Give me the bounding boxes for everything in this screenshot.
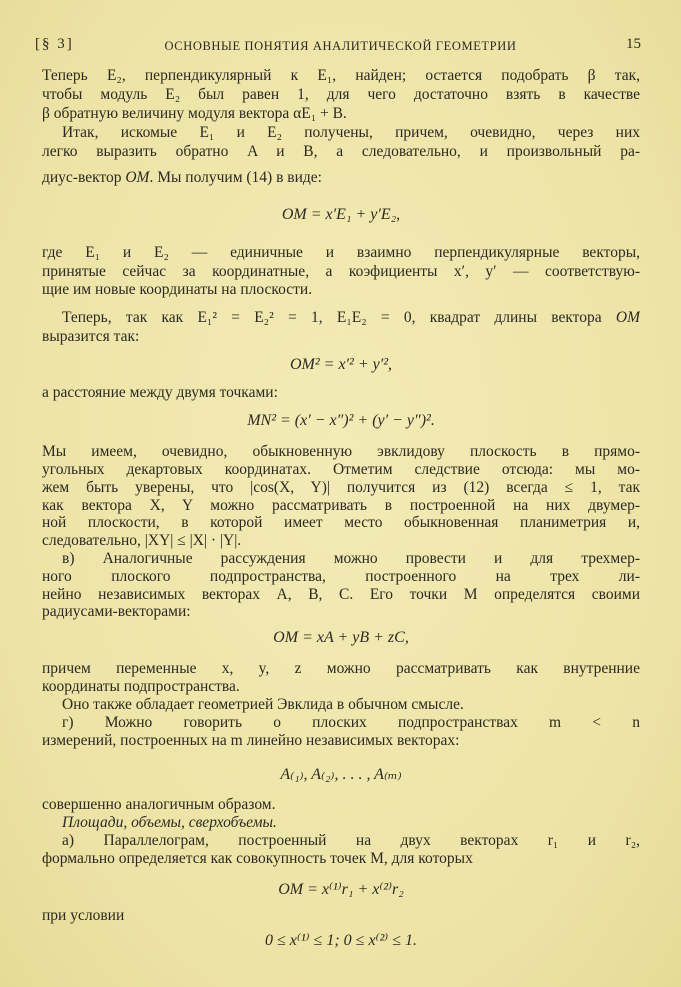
- formula-line: [42, 204, 640, 228]
- vector-symbol: OM: [273, 627, 298, 649]
- running-title: ОСНОВНЫЕ ПОНЯТИЯ АНАЛИТИЧЕСКОЙ ГЕОМЕТРИИ: [164, 39, 517, 53]
- text-line: Теперь E₂, перпендикулярный к E₁, найден; остается подобрать β так,: [42, 67, 640, 84]
- section-marker: [§ 3]: [35, 36, 74, 52]
- text-line: совершенно аналогичным образом.: [42, 796, 276, 813]
- text-segment: . Мы получим (14) в виде:: [149, 169, 322, 186]
- text-line: [42, 309, 640, 328]
- text-line: а) Параллелограм, построенный на двух векторах r₁ и r₂,: [62, 832, 640, 849]
- text-line: как вектора X, Y можно рассматривать в построенной на них двумер-: [42, 497, 640, 514]
- text-line: координаты подпространства.: [42, 678, 240, 695]
- text-line: угольных декартовых координатах. Отметим следствие отсюда: мы мо-: [42, 461, 640, 478]
- text-segment: = xA + yB + zC,: [298, 629, 409, 646]
- page-number: 15: [626, 36, 641, 52]
- text-segment: = x′E₁ + y′E₂,: [306, 206, 401, 223]
- formula-line: [42, 627, 640, 651]
- formula-line: [42, 410, 640, 434]
- text-segment: ² = x′² + y′²,: [314, 356, 393, 373]
- text-line: Мы имеем, очевидно, обыкновенную эвклидову плоскость в прямо-: [42, 443, 640, 460]
- text-line: где E₁ и E₂ — единичные и взаимно перпендикулярные векторы,: [42, 244, 640, 261]
- text-segment: ² = (x′ − x″)² + (y′ − y″)².: [271, 412, 435, 429]
- text-line: Площади, объемы, сверхобъемы.: [62, 814, 277, 831]
- text-line: формально определяется как совокупность точек M, для которых: [42, 850, 473, 867]
- text-line: причем переменные x, y, z можно рассматривать как внутренние: [42, 660, 640, 677]
- vector-symbol: OM: [125, 169, 150, 186]
- text-line: измерений, построенных на m линейно независимых векторах:: [42, 732, 460, 749]
- text-line: в) Аналогичные рассуждения можно провести и для трехмер-: [62, 550, 640, 567]
- text-line: при условии: [42, 907, 125, 924]
- text-line: г) Можно говорить о плоских подпространствах m < n: [62, 714, 640, 731]
- text-segment: = x⁽¹⁾r₁ + x⁽²⁾r₂: [303, 881, 404, 898]
- vector-symbol: MN: [247, 410, 271, 432]
- formula-line: A₍₁₎, A₍₂₎, . . . , A₍ₘ₎: [280, 766, 402, 783]
- text-line: чтобы модуль E₂ был равен 1, для чего достаточно взять в качестве: [42, 86, 640, 103]
- formula-line: [42, 354, 640, 378]
- text-line: ного плоского подпространства, построенного на трех ли-: [42, 568, 640, 585]
- formula-line: [42, 879, 640, 903]
- text-line: β обратную величину модуля вектора αE₁ + B.: [42, 105, 347, 122]
- text-line: нейно независимых векторах A, B, C. Его точки M определятся своими: [42, 586, 640, 603]
- text-segment: диус-вектор: [42, 169, 126, 186]
- formula-line: 0 ≤ x⁽¹⁾ ≤ 1; 0 ≤ x⁽²⁾ ≤ 1.: [265, 932, 417, 949]
- text-line: выразится так:: [42, 328, 140, 345]
- vector-symbol: OM: [290, 354, 315, 376]
- text-line: щие им новые координаты на плоскости.: [42, 281, 313, 298]
- vector-symbol: OM: [615, 309, 640, 326]
- vector-symbol: OM: [282, 204, 307, 226]
- text-line: жем быть уверены, что |cos(X, Y)| получится из (12) всегда ≤ 1, так: [42, 479, 640, 496]
- text-line: принятые сейчас за координатные, а коэфициенты x′, y′ — соответствую-: [42, 263, 640, 280]
- text-line: [42, 169, 640, 188]
- text-line: ной плоскости, в которой имеет место обыкновенная планиметрия и,: [42, 514, 640, 531]
- text-line: а расстояние между двумя точками:: [42, 384, 278, 401]
- text-line: Итак, искомые E₁ и E₂ получены, причем, очевидно, через них: [62, 124, 640, 141]
- text-line: радиусами-векторами:: [42, 603, 191, 620]
- vector-symbol: OM: [278, 879, 303, 901]
- text-line: Оно также обладает геометрией Эвклида в обычном смысле.: [62, 696, 464, 713]
- text-line: следовательно, |XY| ≤ |X| · |Y|.: [42, 532, 242, 549]
- text-line: легко выразить обратно A и B, а следовательно, и произвольный ра-: [42, 143, 640, 160]
- text-segment: Теперь, так как E₁² = E₂² = 1, E₁E₂ = 0, квадрат длины вектора: [62, 309, 616, 326]
